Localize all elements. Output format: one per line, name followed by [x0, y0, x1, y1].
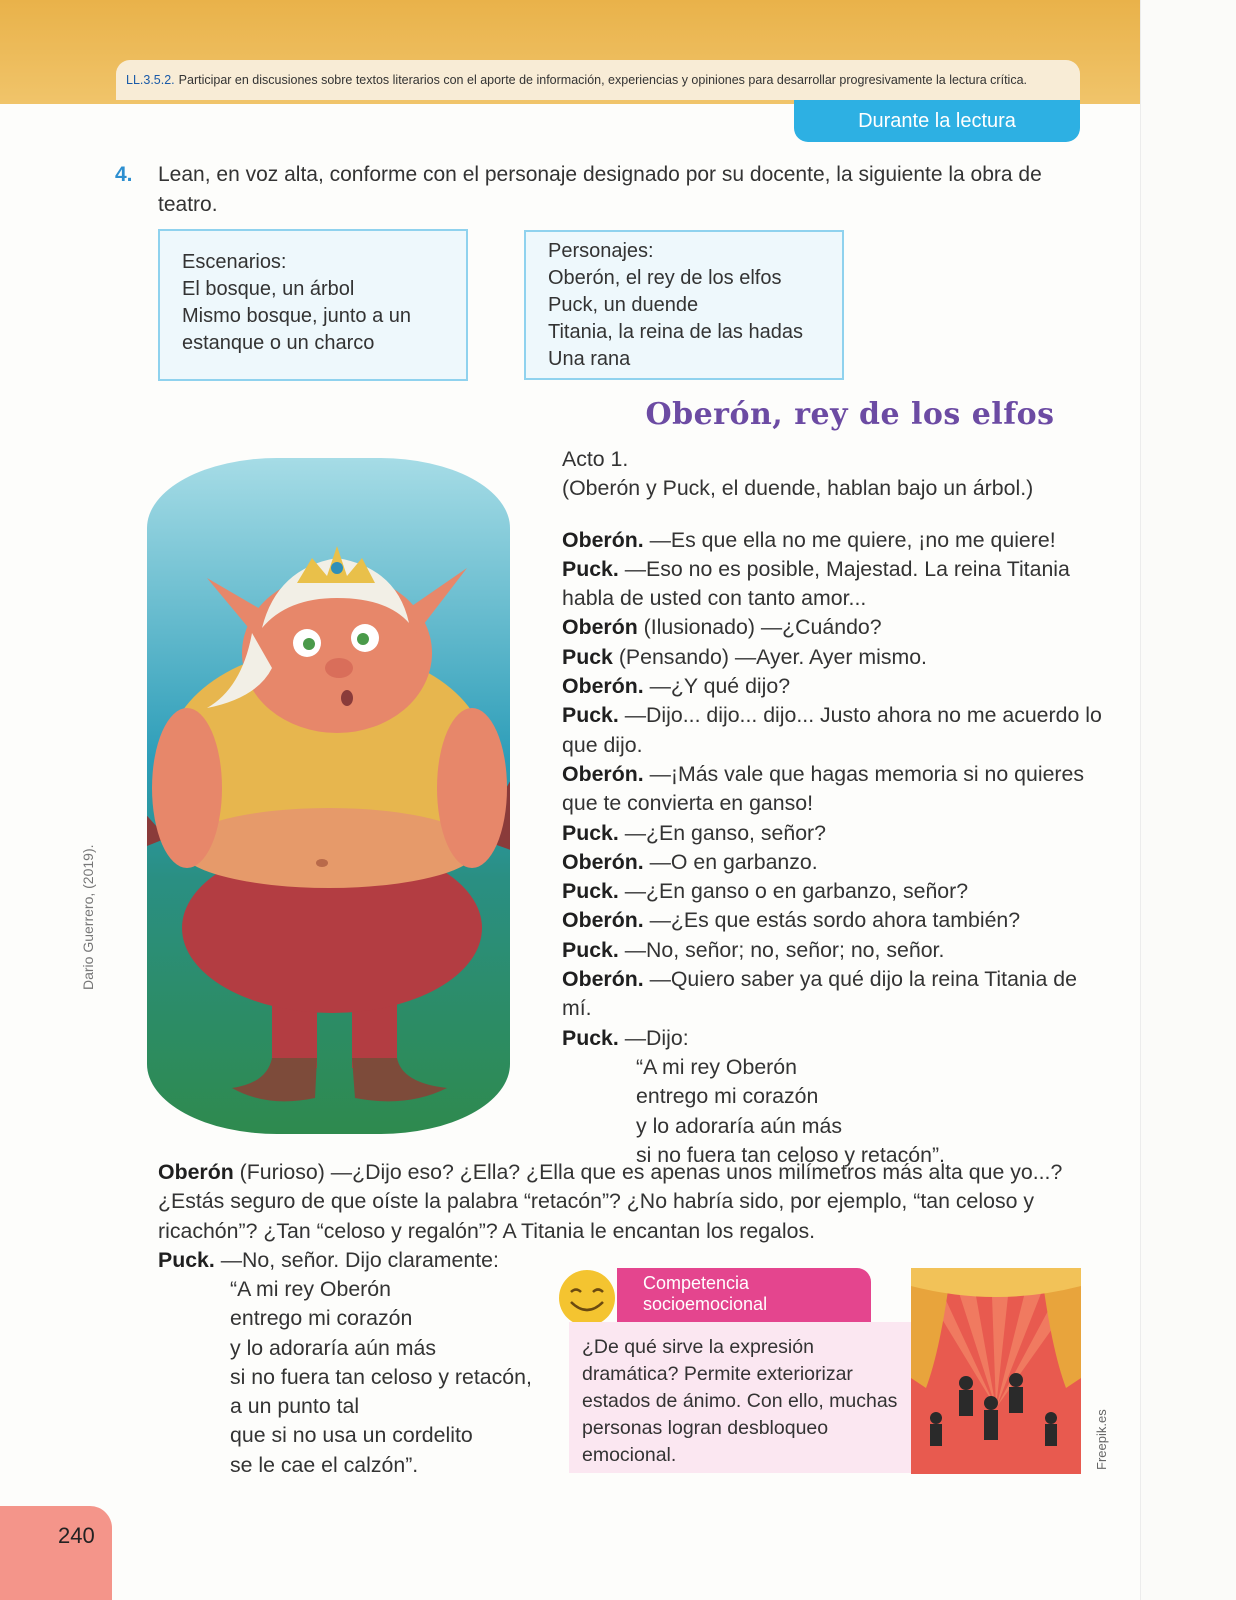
scenarios-box	[158, 229, 468, 381]
verse-line: que si no usa un cordelito	[230, 1423, 473, 1448]
activity-instruction	[115, 160, 1075, 220]
verse-line: “A mi rey Oberón	[636, 1054, 797, 1079]
dialog-lines	[562, 526, 1102, 1053]
dialog-line	[562, 701, 1102, 760]
socioemotional-competency-box	[557, 1268, 912, 1473]
speaker-name: Puck.	[562, 820, 619, 845]
speaker-name: Oberón.	[562, 761, 644, 786]
speaker-name: Puck.	[562, 879, 619, 904]
dialog-line	[562, 936, 1102, 965]
speaker-name: Puck.	[562, 937, 619, 962]
act-label: Acto 1.	[562, 447, 629, 471]
page-number: 240	[58, 1523, 95, 1548]
character-item: Oberón, el rey de los elfos	[548, 267, 782, 289]
reading-phase-tab: Durante la lectura	[794, 100, 1080, 142]
instruction-lead: Lean,	[158, 163, 211, 186]
dialog-line	[158, 1158, 1078, 1246]
line-text: (Pensando) —Ayer. Ayer mismo.	[612, 644, 927, 669]
scenario-item: estanque o un charco	[182, 332, 375, 354]
play-title: Oberón, rey de los elfos	[645, 397, 1055, 432]
line-text: —¿Es que estás sordo ahora también?	[643, 908, 1021, 933]
character-item: Una rana	[548, 348, 631, 370]
speaker-name: Oberón.	[562, 527, 644, 552]
line-text: —¿En ganso o en garbanzo, señor?	[618, 879, 969, 904]
speaker-name: Oberón.	[562, 967, 644, 992]
dialog-continuation	[158, 1158, 1078, 1275]
verse-line: si no fuera tan celoso y retacón,	[230, 1364, 532, 1389]
verse-line: a un punto tal	[230, 1394, 360, 1419]
activity-number: 4.	[115, 163, 133, 186]
verse-line: “A mi rey Oberón	[230, 1277, 391, 1301]
competency-title-line1: Competencia	[643, 1273, 750, 1293]
dialog-line	[562, 819, 1102, 848]
speaker-name: Puck.	[158, 1247, 215, 1272]
line-text: —Es que ella no me quiere, ¡no me quiere!	[643, 527, 1056, 552]
speaker-name: Puck	[562, 644, 613, 669]
speaker-name: Oberón	[562, 615, 638, 640]
image-credit: Freepik.es	[1094, 1409, 1109, 1470]
line-text: —¡Más vale que hagas memoria si no quieres que te convierta en ganso!	[562, 761, 1084, 816]
speaker-name: Puck.	[562, 703, 619, 728]
scenario-item: El bosque, un árbol	[182, 278, 355, 300]
curriculum-standard-bar	[116, 60, 1080, 100]
character-item: Titania, la reina de las hadas	[548, 321, 803, 343]
dialog-line	[562, 760, 1102, 819]
play-dialog	[562, 445, 1102, 1170]
dialog-line	[562, 643, 1102, 672]
characters-title: Personajes:	[548, 240, 654, 262]
line-text: —¿En ganso, señor?	[618, 820, 826, 845]
verse-line: entrego mi corazón	[636, 1084, 819, 1109]
line-text: —No, señor; no, señor; no, señor.	[618, 937, 945, 962]
dialog-line	[562, 613, 1102, 642]
competency-tab	[617, 1268, 871, 1322]
dialog-line	[562, 848, 1102, 877]
oberon-illustration	[147, 458, 510, 1134]
dialog-line	[562, 672, 1102, 701]
scenario-item: Mismo bosque, junto a un	[182, 305, 412, 327]
line-text: —Quiero saber ya qué dijo la reina Titania de mí.	[562, 967, 1077, 1021]
speaker-name: Oberón.	[562, 908, 644, 933]
page-right-margin	[1140, 0, 1236, 1600]
character-item: Puck, un duende	[548, 294, 699, 316]
speaker-name: Puck.	[562, 1025, 619, 1050]
line-text: —Eso no es posible, Majestad. La reina Titania habla de usted con tanto amor...	[562, 556, 1070, 611]
verse-line: si no fuera tan celoso y retacón”.	[636, 1142, 945, 1167]
verse-line: entrego mi corazón	[230, 1306, 413, 1331]
speaker-name: Puck.	[562, 556, 619, 581]
standard-code: LL.3.5.2.	[126, 73, 175, 87]
speaker-name: Oberón.	[562, 674, 644, 699]
dialog-line	[562, 1024, 1102, 1053]
dialog-line	[562, 555, 1102, 614]
page-number-tab	[0, 1506, 112, 1600]
standard-text: Participar en discusiones sobre textos literarios con el aporte de información, experiencias y opiniones para desarrollar progresivamente la lectura crítica.	[178, 73, 1027, 87]
verse-block-final	[230, 1275, 550, 1480]
line-text: (Ilusionado) —¿Cuándo?	[637, 615, 882, 640]
verse-line: y lo adoraría aún más	[636, 1113, 842, 1138]
line-text: (Furioso) —¿Dijo eso? ¿Ella? ¿Ella que es apenas unos milímetros más alta que yo...? ¿Estás seguro de que oíste la palabra “retacón”? ¿No habría sido, por ejemplo, “tan celoso y ricachón”? ¿Tan “celoso y regalón”? A Titania le encantan los regalos.	[158, 1160, 1063, 1243]
verse-block	[562, 1053, 1102, 1170]
scenarios-title: Escenarios:	[182, 251, 287, 273]
dialog-line	[562, 906, 1102, 935]
illustration-credit: Dario Guerrero, (2019).	[80, 844, 96, 990]
line-text: —No, señor. Dijo claramente:	[214, 1247, 499, 1272]
line-text: —Dijo... dijo... dijo... Justo ahora no me acuerdo lo que dijo.	[562, 703, 1102, 757]
competency-title-line2: socioemocional	[643, 1294, 768, 1314]
dialog-line	[562, 965, 1102, 1024]
instruction-text: en voz alta, conforme con el personaje designado por su docente, la siguiente la obra de teatro.	[158, 163, 1042, 216]
stage-direction: (Oberón y Puck, el duende, hablan bajo un árbol.)	[562, 476, 1034, 501]
verse-line: se le cae el calzón”.	[230, 1452, 419, 1477]
smiley-icon	[557, 1268, 617, 1328]
speaker-name: Oberón	[158, 1160, 234, 1184]
dialog-line	[562, 877, 1102, 906]
characters-box	[524, 230, 844, 380]
line-text: —Dijo:	[618, 1025, 689, 1050]
line-text: —O en garbanzo.	[643, 849, 818, 874]
competency-text: ¿De qué sirve la expresión dramática? Permite exteriorizar estados de ánimo. Con ello, muchas personas logran desbloqueo emocional.	[569, 1322, 912, 1473]
line-text: —¿Y qué dijo?	[643, 674, 791, 699]
theater-stage-image	[911, 1268, 1081, 1474]
verse-line: y lo adoraría aún más	[230, 1335, 436, 1360]
speaker-name: Oberón.	[562, 849, 644, 874]
dialog-line	[562, 526, 1102, 555]
